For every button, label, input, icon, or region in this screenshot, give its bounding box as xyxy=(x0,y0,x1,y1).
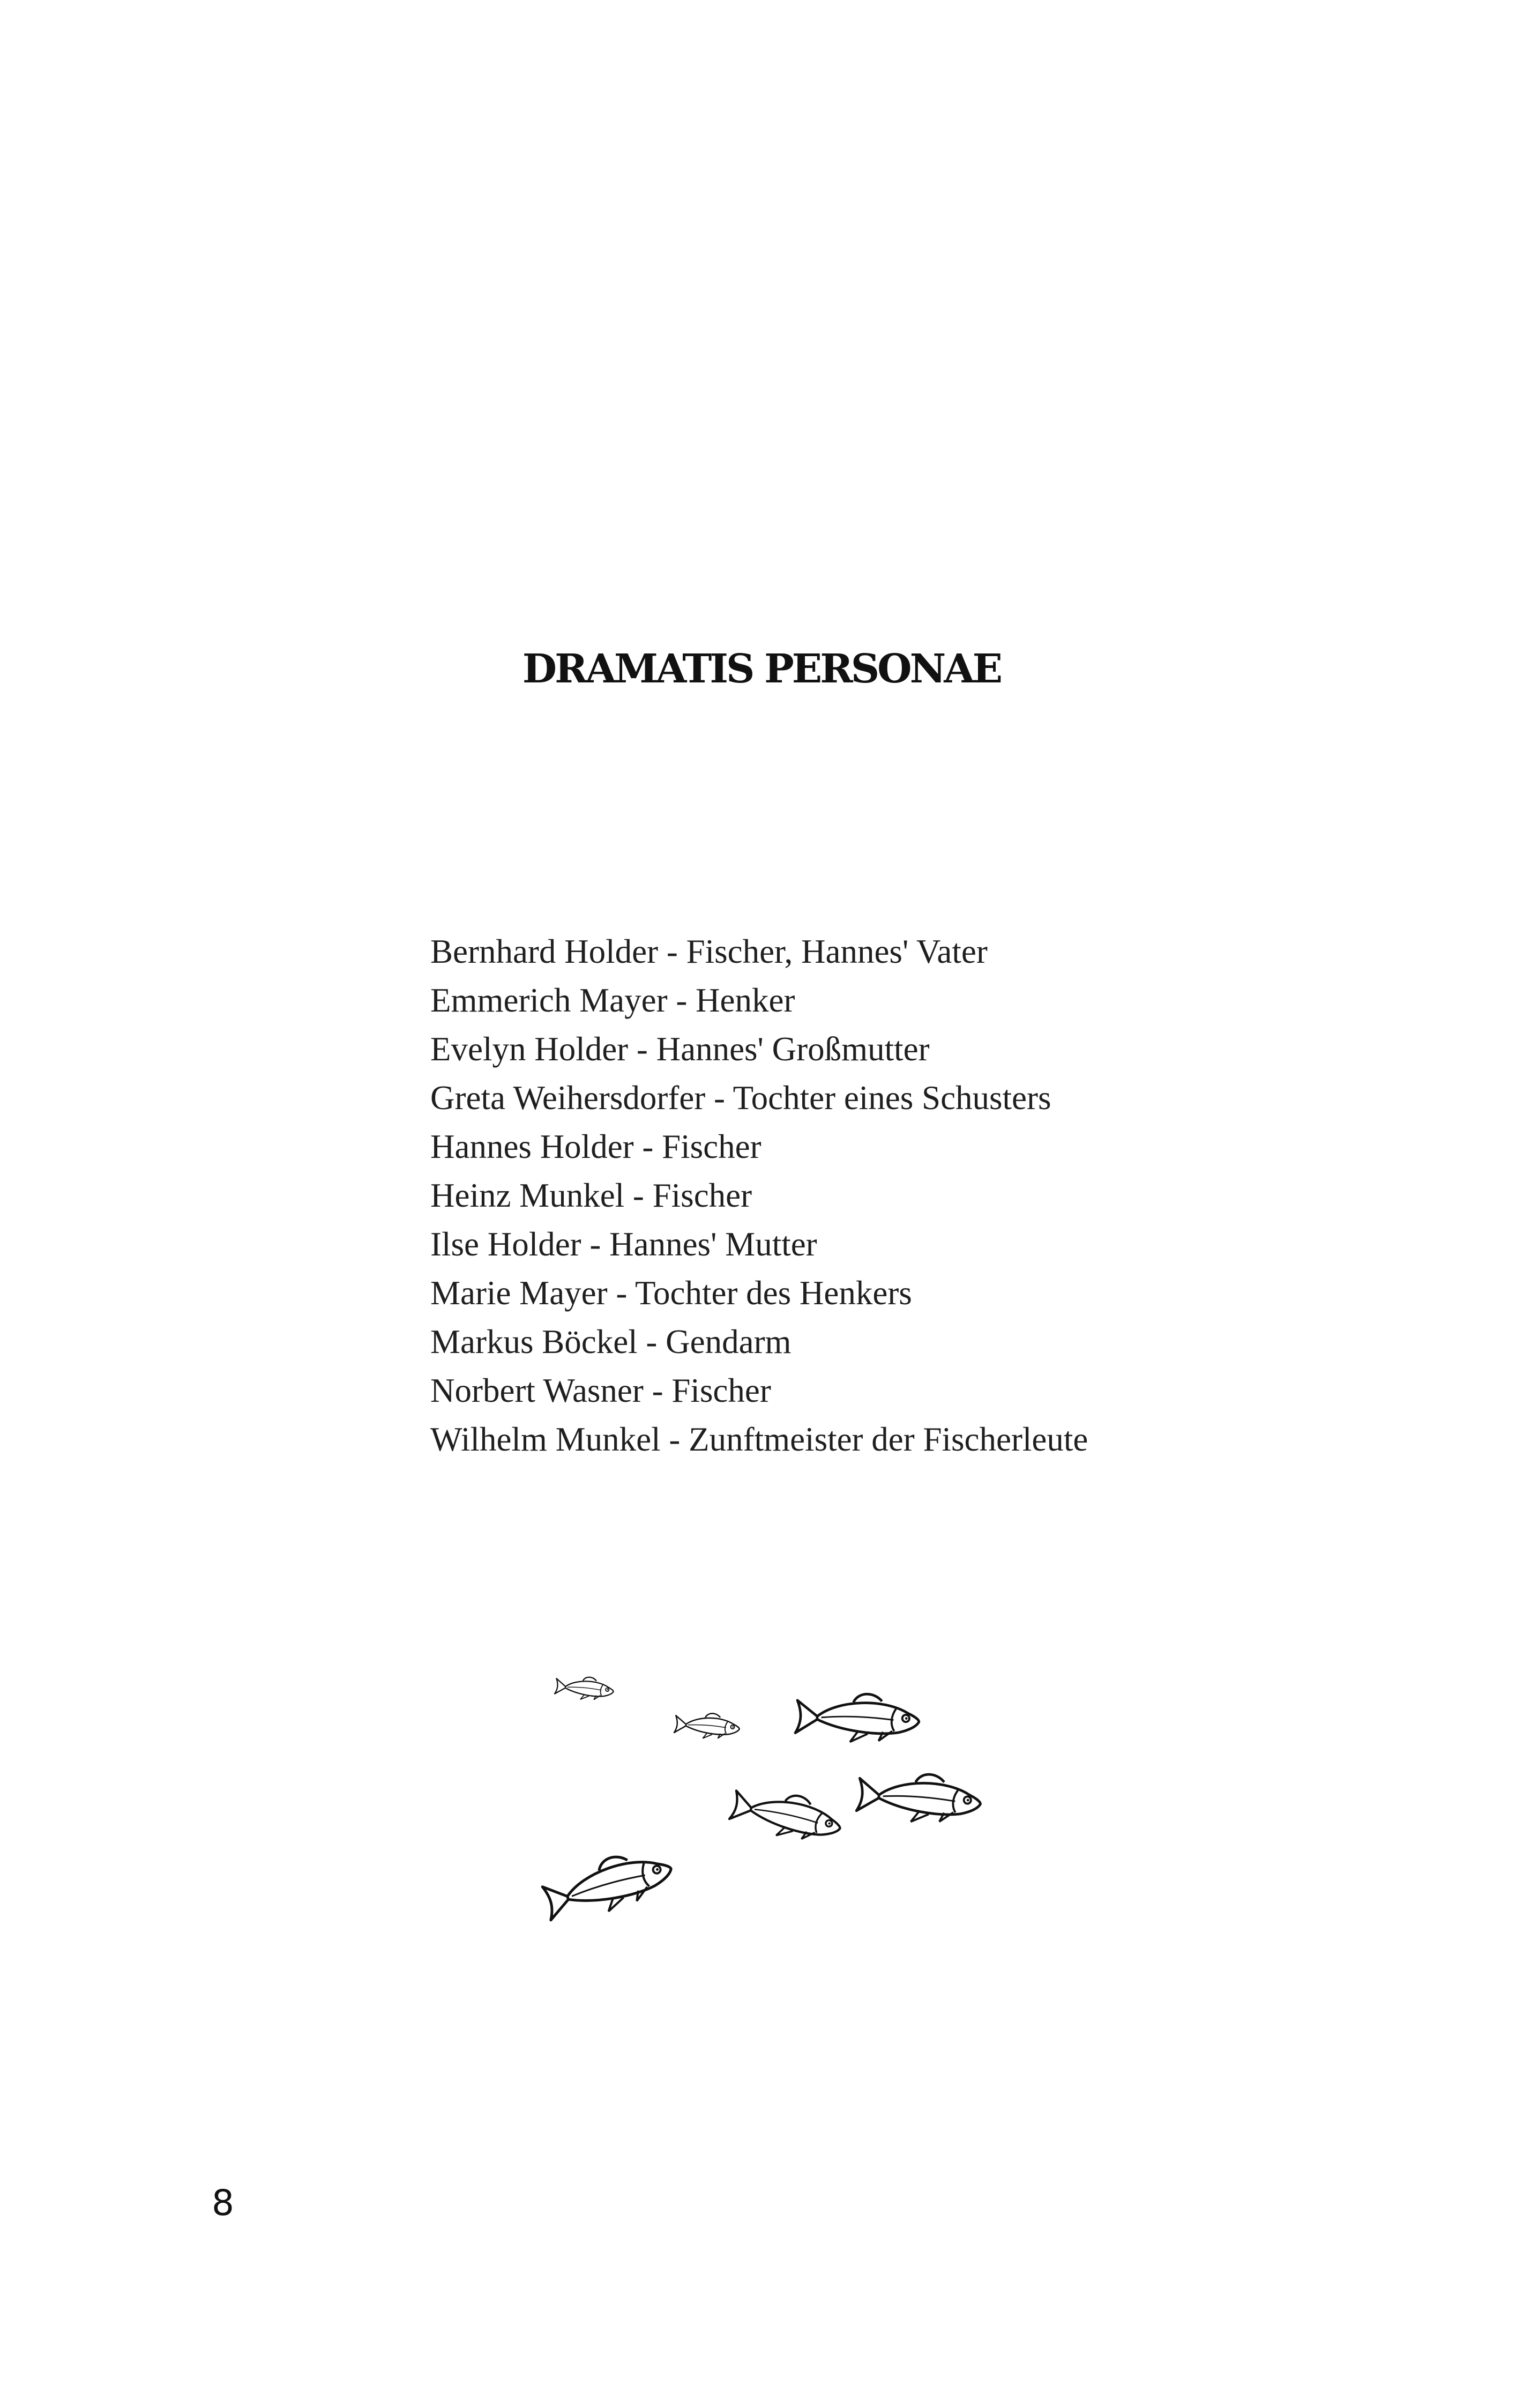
cast-item: Emmerich Mayer - Henker xyxy=(430,982,795,1019)
page-number: 8 xyxy=(212,2182,234,2224)
fish-icon xyxy=(554,1674,614,1702)
cast-item: Bernhard Holder - Fischer, Hannes' Vater xyxy=(430,933,988,970)
fish-icon xyxy=(674,1711,740,1741)
cast-item: Greta Weihersdorfer - Tochter eines Schusters xyxy=(430,1079,1051,1117)
fish-icon xyxy=(728,1783,845,1848)
page-title: DRAMATIS PERSONAE xyxy=(522,646,1001,692)
fish-icon xyxy=(539,1842,678,1924)
cast-item: Norbert Wasner - Fischer xyxy=(430,1372,771,1409)
cast-item: Ilse Holder - Hannes' Mutter xyxy=(430,1225,817,1263)
cast-item: Heinz Munkel - Fischer xyxy=(430,1177,752,1214)
cast-item: Markus Böckel - Gendarm xyxy=(430,1323,792,1361)
fish-school-drawing xyxy=(536,1656,1018,1924)
cast-list xyxy=(430,927,1088,1464)
cast-item: Hannes Holder - Fischer xyxy=(430,1128,762,1165)
fish-icon xyxy=(795,1692,920,1744)
cast-item: Evelyn Holder - Hannes' Großmutter xyxy=(430,1030,930,1068)
cast-item: Marie Mayer - Tochter des Henkers xyxy=(430,1274,912,1312)
fish-icon xyxy=(856,1770,982,1826)
cast-item: Wilhelm Munkel - Zunftmeister der Fischerleute xyxy=(430,1421,1088,1458)
